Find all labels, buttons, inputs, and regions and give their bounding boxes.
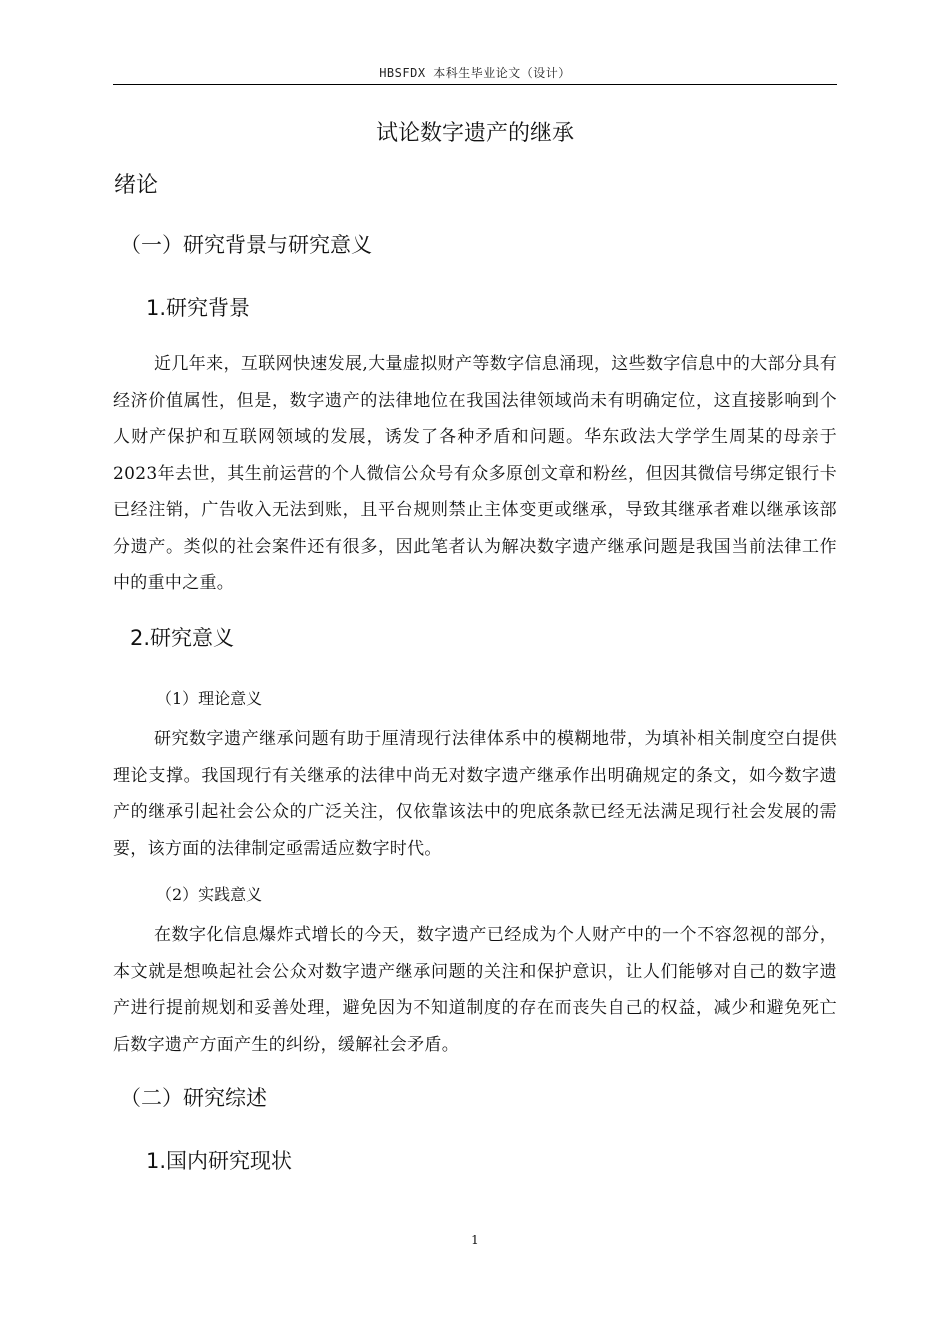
introduction-heading: 绪论 [114,173,159,198]
page-number: 1 [471,1233,479,1247]
theoretical-significance-paragraph: 研究数字遗产继承问题有助于厘清现行法律体系中的模糊地带，为填补相关制度空白提供理论支撑。我国现行有关继承的法律中尚无对数字遗产继承作出明确规定的条文，如今数字遗产的继承引起社会公众的广泛关注，仅依靠该法中的兜底条款已经无法满足现行社会发展的需要，该方面的法律制定亟需适应数字时代。 [113,729,837,859]
theoretical-significance-heading: （1）理论意义 [156,689,263,708]
practical-significance-paragraph: 在数字化信息爆炸式增长的今天，数字遗产已经成为个人财产中的一个不容忽视的部分，本文就是想唤起社会公众对数字遗产继承问题的关注和保护意识，让人们能够对自己的数字遗产进行提前规划和妥善处理，避免因为不知道制度的存在而丧失自己的权益，减少和避免死亡后数字遗产方面产生的纠纷，缓解社会矛盾。 [113,925,837,1055]
header-divider [113,84,837,85]
section-2-heading: （二）研究综述 [120,1086,267,1110]
running-header: HBSFDX 本科生毕业论文（设计） [379,66,571,80]
section-1-heading: （一）研究背景与研究意义 [120,233,372,257]
domestic-research-heading: 1.国内研究现状 [146,1149,293,1173]
research-background-paragraph: 近几年来，互联网快速发展,大量虚拟财产等数字信息涌现，这些数字信息中的大部分具有经济价值属性，但是，数字遗产的法律地位在我国法律领域尚未有明确定位，这直接影响到个人财产保护和互联网领域的发展，诱发了各种矛盾和问题。华东政法大学学生周某的母亲于2023年去世，其生前运营的个人微信公众号有众多原创文章和粉丝，但因其微信号绑定银行卡已经注销，广告收入无法到账，且平台规则禁止主体变更或继承，导致其继承者难以继承该部分遗产。类似的社会案件还有很多，因此笔者认为解决数字遗产继承问题是我国当前法律工作中的重中之重。 [113,354,837,593]
paper-title: 试论数字遗产的继承 [375,121,574,146]
research-significance-heading: 2.研究意义 [130,626,235,650]
research-background-heading: 1.研究背景 [146,296,251,320]
practical-significance-heading: （2）实践意义 [156,885,263,904]
